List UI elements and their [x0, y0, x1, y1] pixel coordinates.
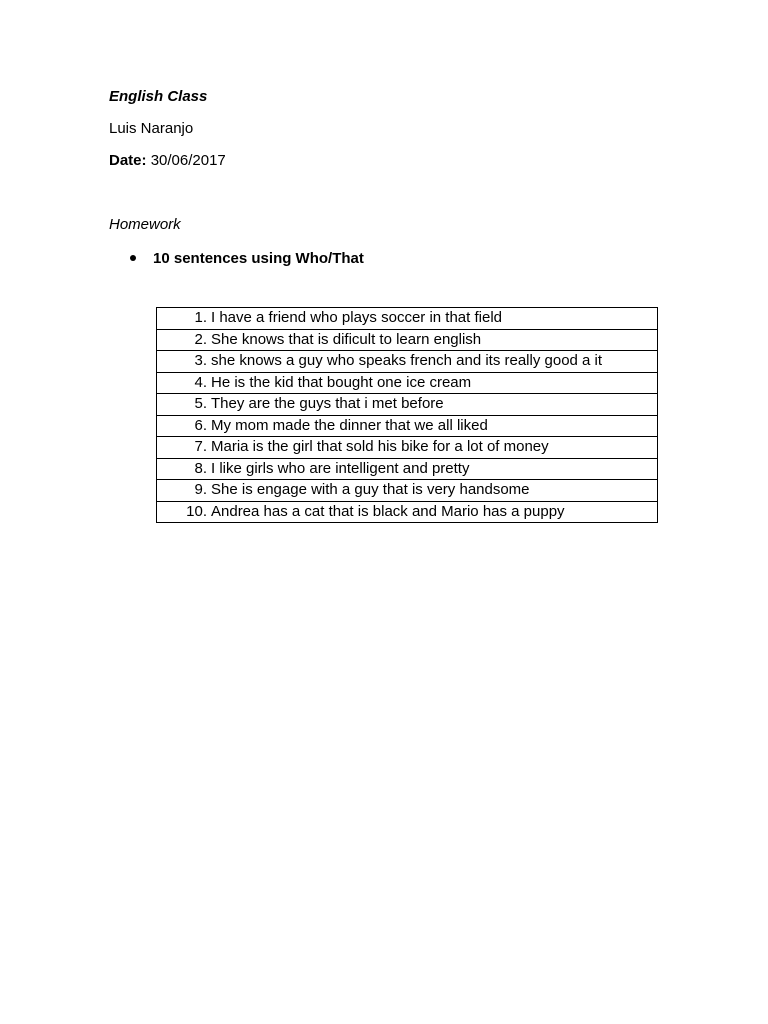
sentence-cell: [157, 372, 658, 394]
sentences-table: [156, 307, 658, 523]
bullet-item: [130, 250, 364, 268]
homework-heading: Homework: [109, 216, 181, 233]
sentence-cell: [157, 351, 658, 373]
sentence-number: 2.: [194, 330, 207, 348]
date-value: 30/06/2017: [150, 152, 226, 169]
table-row: [157, 329, 658, 351]
sentence-cell: [157, 394, 658, 416]
sentence-cell: [157, 501, 658, 523]
table-row: [157, 480, 658, 502]
sentence-text: They are the guys that i met before: [211, 395, 444, 413]
sentence-text: Andrea has a cat that is black and Mario has a puppy: [211, 502, 565, 520]
sentence-text: My mom made the dinner that we all liked: [211, 416, 488, 434]
sentence-text: she knows a guy who speaks french and its really good a it: [211, 352, 603, 370]
table-row: [157, 372, 658, 394]
sentence-text: I have a friend who plays soccer in that field: [211, 309, 502, 327]
sentence-number: 9.: [194, 481, 207, 499]
sentence-cell: [157, 480, 658, 502]
sentence-number: 6.: [194, 416, 207, 434]
date-label: Date:: [109, 152, 147, 169]
table-row: [157, 458, 658, 480]
bullet-text: 10 sentences using Who/That: [153, 250, 364, 267]
sentence-text: He is the kid that bought one ice cream: [211, 373, 472, 391]
sentence-text: She knows that is dificult to learn english: [211, 330, 482, 348]
sentence-number: 10.: [186, 502, 207, 520]
sentence-number: 4.: [194, 373, 207, 391]
bullet-dot-icon: [130, 255, 136, 261]
sentence-text: She is engage with a guy that is very handsome: [211, 481, 530, 499]
author-name: Luis Naranjo: [109, 120, 194, 137]
sentence-cell: [157, 415, 658, 437]
sentence-number: 5.: [194, 395, 207, 413]
sentence-number: 3.: [194, 352, 207, 370]
sentence-number: 7.: [194, 438, 207, 456]
table-row: [157, 415, 658, 437]
table-row: [157, 351, 658, 373]
table-row: [157, 437, 658, 459]
sentence-cell: [157, 329, 658, 351]
table-row: [157, 501, 658, 523]
sentence-cell: [157, 308, 658, 330]
document-title: English Class: [109, 88, 208, 105]
table-row: [157, 394, 658, 416]
table-row: [157, 308, 658, 330]
sentence-number: 1.: [194, 309, 207, 327]
sentence-number: 8.: [194, 459, 207, 477]
sentence-cell: [157, 437, 658, 459]
sentence-cell: [157, 458, 658, 480]
date-line: [109, 152, 226, 170]
sentence-text: Maria is the girl that sold his bike for a lot of money: [211, 438, 549, 456]
sentence-text: I like girls who are intelligent and pretty: [211, 459, 470, 477]
